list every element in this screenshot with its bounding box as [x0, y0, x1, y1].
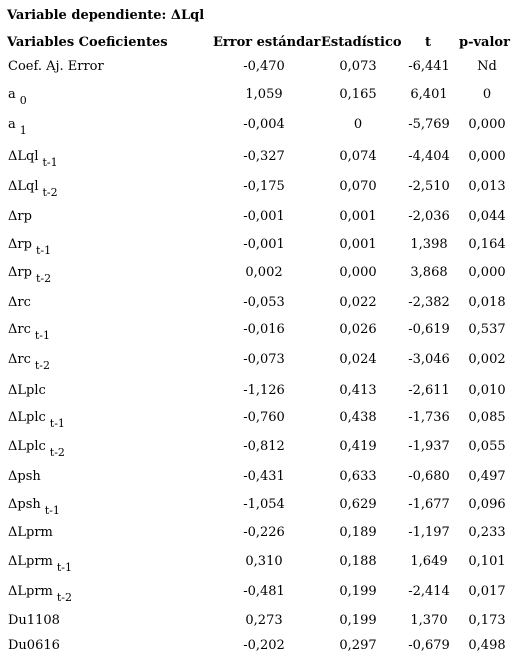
coefficient-cell: 0,273	[245, 613, 283, 628]
t-cell: -1,677	[408, 497, 450, 512]
t-cell: 1,398	[410, 237, 448, 252]
table-row	[0, 209, 523, 233]
statistic-cell: 0,024	[339, 352, 377, 367]
header-t: t	[425, 35, 432, 50]
variable-cell	[8, 149, 58, 169]
t-cell: -0,680	[408, 469, 450, 484]
t-cell: 3,868	[410, 265, 448, 280]
t-cell: 1,649	[410, 554, 448, 569]
variable-subscript: t-1	[49, 417, 65, 430]
variable-cell	[8, 469, 41, 484]
variable-cell	[8, 638, 60, 653]
table-row	[0, 613, 523, 637]
variable-subscript: t-1	[34, 329, 51, 342]
variable-cell	[8, 352, 51, 372]
p-value-cell: Nd	[477, 59, 497, 74]
variable-name: Δpsh	[8, 497, 41, 512]
p-value-cell: 0,537	[468, 322, 506, 337]
coefficient-cell: -0,073	[243, 352, 285, 367]
variable-name: Δrp	[8, 265, 32, 280]
t-cell: -2,611	[408, 383, 450, 398]
variable-cell	[8, 410, 65, 430]
t-cell: -5,769	[408, 117, 450, 132]
table-row	[0, 149, 523, 173]
variable-cell	[8, 584, 73, 604]
statistic-cell: 0,165	[339, 87, 377, 102]
statistic-cell: 0,022	[339, 295, 377, 310]
statistic-cell: 0	[353, 117, 363, 132]
p-value-cell: 0,013	[468, 179, 506, 194]
statistic-cell: 0,026	[339, 322, 377, 337]
coefficient-cell: 0,002	[245, 265, 283, 280]
variable-cell	[8, 59, 104, 74]
statistic-cell: 0,000	[339, 265, 377, 280]
variable-subscript: t-1	[35, 244, 52, 257]
statistic-cell: 0,413	[339, 383, 377, 398]
table-row	[0, 59, 523, 83]
t-cell: -2,414	[408, 584, 450, 599]
coefficient-cell: -0,016	[243, 322, 285, 337]
statistic-cell: 0,199	[339, 584, 377, 599]
variable-subscript: 1	[19, 124, 27, 137]
coefficient-cell: 1,059	[245, 87, 283, 102]
p-value-cell: 0,044	[468, 209, 506, 224]
variable-cell	[8, 237, 52, 257]
header-variables: Variables Coeficientes	[7, 35, 168, 50]
variable-name: Coef. Aj. Error	[8, 59, 104, 74]
variable-name: a	[8, 87, 16, 102]
coefficient-cell: 0,310	[245, 554, 283, 569]
variable-name: ΔLplc	[8, 383, 46, 398]
variable-cell	[8, 383, 46, 398]
coefficient-cell: -0,004	[243, 117, 285, 132]
statistic-cell: 0,297	[339, 638, 377, 653]
variable-subscript: t-2	[35, 272, 52, 285]
table-row	[0, 265, 523, 289]
variable-name: ΔLplc	[8, 410, 46, 425]
t-cell: -4,404	[408, 149, 450, 164]
t-cell: -1,736	[408, 410, 450, 425]
t-cell: 1,370	[410, 613, 448, 628]
variable-name: Δrc	[8, 322, 31, 337]
variable-cell	[8, 265, 52, 285]
p-value-cell: 0,497	[468, 469, 506, 484]
variable-subscript: t-2	[56, 591, 73, 604]
variable-cell	[8, 554, 73, 574]
coefficient-cell: -0,812	[243, 439, 285, 454]
statistic-cell: 0,001	[339, 209, 377, 224]
coefficient-cell: -0,481	[243, 584, 285, 599]
table-row	[0, 554, 523, 578]
variable-subscript: t-1	[56, 561, 73, 574]
variable-name: Du0616	[8, 638, 60, 653]
p-value-cell: 0,085	[468, 410, 506, 425]
t-cell: -1,937	[408, 439, 450, 454]
table-row	[0, 322, 523, 346]
p-value-cell: 0,017	[468, 584, 506, 599]
variable-cell	[8, 497, 60, 517]
statistic-cell: 0,633	[339, 469, 377, 484]
variable-cell	[8, 179, 58, 199]
statistic-cell: 0,419	[339, 439, 377, 454]
variable-cell	[8, 87, 27, 107]
statistic-cell: 0,629	[339, 497, 377, 512]
table-row	[0, 179, 523, 203]
p-value-cell: 0,101	[468, 554, 506, 569]
variable-subscript: 0	[19, 94, 27, 107]
table-row	[0, 295, 523, 319]
p-value-cell: 0,010	[468, 383, 506, 398]
variable-cell	[8, 613, 60, 628]
table-row	[0, 497, 523, 521]
p-value-cell: 0,018	[468, 295, 506, 310]
statistic-cell: 0,438	[339, 410, 377, 425]
statistic-cell: 0,073	[339, 59, 377, 74]
variable-name: ΔLplc	[8, 439, 46, 454]
p-value-cell: 0	[482, 87, 492, 102]
variable-subscript: t-1	[42, 156, 58, 169]
table-row	[0, 410, 523, 434]
variable-cell	[8, 322, 51, 342]
table-title: Variable dependiente: ΔLql	[7, 8, 205, 23]
t-cell: -0,619	[408, 322, 450, 337]
table-row	[0, 352, 523, 376]
header-error: Error estándar	[213, 35, 321, 50]
p-value-cell: 0,000	[468, 265, 506, 280]
statistic-cell: 0,070	[339, 179, 377, 194]
variable-name: Δrp	[8, 237, 32, 252]
p-value-cell: 0,096	[468, 497, 506, 512]
coefficient-cell: -0,431	[243, 469, 285, 484]
t-cell: -3,046	[408, 352, 450, 367]
t-cell: -1,197	[408, 525, 450, 540]
variable-name: Δrp	[8, 209, 32, 224]
variable-name: ΔLql	[8, 149, 39, 164]
coefficient-cell: -0,175	[243, 179, 285, 194]
variable-cell	[8, 295, 31, 310]
variable-name: Δrc	[8, 352, 31, 367]
t-cell: -2,510	[408, 179, 450, 194]
p-value-cell: 0,498	[468, 638, 506, 653]
header-p: p-valor	[459, 35, 510, 50]
statistic-cell: 0,188	[339, 554, 377, 569]
coefficient-cell: -0,226	[243, 525, 285, 540]
variable-subscript: t-2	[49, 446, 65, 459]
coefficient-cell: -0,001	[243, 237, 285, 252]
coefficient-cell: -0,202	[243, 638, 285, 653]
t-cell: -6,441	[408, 59, 450, 74]
coefficient-cell: -0,053	[243, 295, 285, 310]
table-row	[0, 439, 523, 463]
table-row	[0, 117, 523, 141]
table-row	[0, 525, 523, 549]
table-row	[0, 469, 523, 493]
p-value-cell: 0,173	[468, 613, 506, 628]
table-row	[0, 584, 523, 608]
coefficient-cell: -0,470	[243, 59, 285, 74]
t-cell: -2,036	[408, 209, 450, 224]
variable-subscript: t-1	[44, 504, 60, 517]
p-value-cell: 0,055	[468, 439, 506, 454]
statistic-cell: 0,199	[339, 613, 377, 628]
variable-cell	[8, 117, 27, 137]
statistic-cell: 0,074	[339, 149, 377, 164]
table-row	[0, 383, 523, 407]
variable-cell	[8, 525, 53, 540]
coefficient-cell: -0,760	[243, 410, 285, 425]
variable-subscript: t-2	[42, 186, 58, 199]
table-row	[0, 87, 523, 111]
t-cell: -0,679	[408, 638, 450, 653]
variable-name: ΔLql	[8, 179, 39, 194]
variable-name: ΔLprm	[8, 554, 53, 569]
p-value-cell: 0,000	[468, 117, 506, 132]
table-row	[0, 638, 523, 662]
p-value-cell: 0,233	[468, 525, 506, 540]
statistic-cell: 0,001	[339, 237, 377, 252]
variable-cell	[8, 209, 32, 224]
coefficient-cell: -0,327	[243, 149, 285, 164]
variable-name: a	[8, 117, 16, 132]
variable-name: ΔLprm	[8, 525, 53, 540]
variable-name: Δpsh	[8, 469, 41, 484]
variable-name: ΔLprm	[8, 584, 53, 599]
variable-cell	[8, 439, 65, 459]
coefficient-cell: -1,126	[243, 383, 285, 398]
statistic-cell: 0,189	[339, 525, 377, 540]
variable-name: Du1108	[8, 613, 60, 628]
variable-subscript: t-2	[34, 359, 51, 372]
table-row	[0, 237, 523, 261]
header-stat: Estadístico	[321, 35, 402, 50]
p-value-cell: 0,164	[468, 237, 506, 252]
variable-name: Δrc	[8, 295, 31, 310]
t-cell: -2,382	[408, 295, 450, 310]
p-value-cell: 0,002	[468, 352, 506, 367]
p-value-cell: 0,000	[468, 149, 506, 164]
coefficient-cell: -0,001	[243, 209, 285, 224]
coefficient-cell: -1,054	[243, 497, 285, 512]
t-cell: 6,401	[410, 87, 448, 102]
